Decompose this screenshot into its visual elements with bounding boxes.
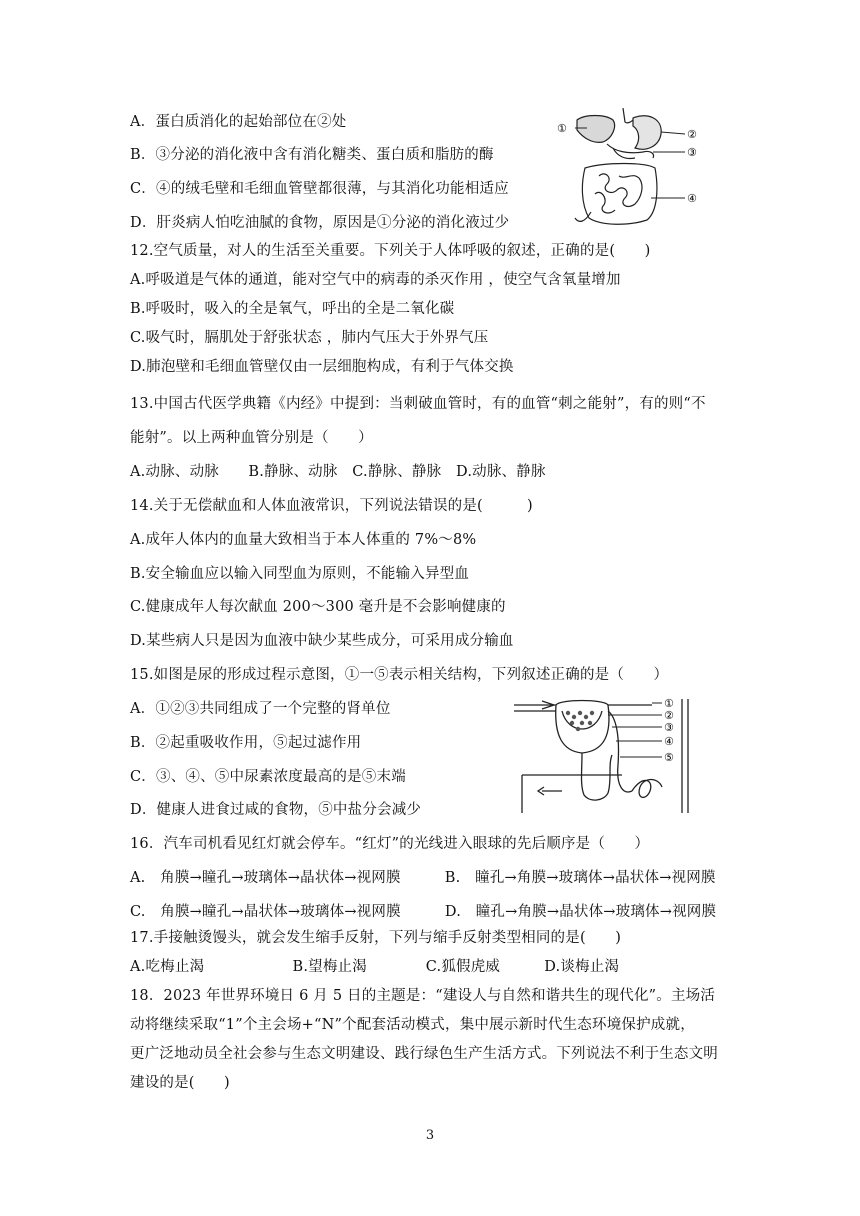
q17-stem: 17.手接触烫馒头，就会发生缩手反射，下列与缩手反射类型相同的是( ) (130, 930, 622, 946)
q12-option-d: D.肺泡壁和毛细血管壁仅由一层细胞构成，有利于气体交换 (130, 359, 514, 375)
q18-line1: 18．2023 年世界环境日 6 月 5 日的主题是：“建设人与自然和谐共生的现代化”。主场活 (130, 988, 716, 1004)
nephron-label-5: ⑤ (664, 751, 674, 764)
nephron-label-1: ① (664, 697, 674, 710)
q11-option-c: C．④的绒毛壁和毛细血管壁都很薄，与其消化功能相适应 (130, 181, 509, 197)
digestive-label-1: ① (557, 122, 567, 135)
q14-option-c: C.健康成年人每次献血 200～300 毫升是不会影响健康的 (130, 599, 506, 615)
q18-line4: 建设的是( ) (130, 1075, 230, 1091)
q14-option-a: A.成年人体内的血量大致相当于本人体重的 7%～8% (130, 532, 477, 548)
nephron-label-4: ④ (664, 735, 674, 748)
q17-options: A.吃梅止渴 B.望梅止渴 C.狐假虎威 D.谈梅止渴 (130, 959, 620, 975)
q13-stem-line2: 能射”。以上两种血管分别是（ ） (130, 430, 373, 446)
q12-option-c: C.吸气时，膈肌处于舒张状态 ，肺内气压大于外界气压 (130, 330, 489, 346)
nephron-figure (512, 695, 712, 815)
q13-options: A.动脉、动脉 B.静脉、动脉 C.静脉、静脉 D.动脉、静脉 (130, 464, 546, 480)
q15-stem: 15.如图是尿的形成过程示意图，①一⑤表示相关结构，下列叙述正确的是（ ） (130, 667, 669, 683)
q12-option-b: B.呼吸时，吸入的全是氧气，呼出的全是二氧化碳 (130, 301, 455, 317)
nephron-label-2: ② (664, 709, 674, 722)
q11-option-d: D．肝炎病人怕吃油腻的食物，原因是①分泌的消化液过少 (130, 215, 510, 231)
q16-options-row2: C. 角膜→瞳孔→晶状体→玻璃体→视网膜 D. 瞳孔→角膜→晶状体→玻璃体→视网膜 (130, 904, 717, 920)
page-number: 3 (425, 1128, 435, 1143)
q16-stem: 16．汽车司机看见红灯就会停车。“红灯”的光线进入眼球的先后顺序是（ ） (130, 836, 650, 852)
digestive-system-figure (555, 108, 705, 230)
q11-option-a: A．蛋白质消化的起始部位在②处 (130, 114, 347, 130)
q18-line3: 更广泛地动员全社会参与生态文明建设、践行绿色生产生活方式。下列说法不利于生态文明 (130, 1046, 718, 1062)
q12-option-a: A.呼吸道是气体的通道，能对空气中的病毒的杀灭作用 ，使空气含氧量增加 (130, 272, 621, 288)
q11-option-b: B．③分泌的消化液中含有消化糖类、蛋白质和脂肪的酶 (130, 147, 494, 163)
q15-option-d: D．健康人进食过咸的食物，⑤中盐分会减少 (130, 802, 422, 818)
q12-stem: 12.空气质量，对人的生活至关重要。下列关于人体呼吸的叙述，正确的是( ) (130, 243, 651, 259)
q14-option-d: D.某些病人只是因为血液中缺少某些成分，可采用成分输血 (130, 633, 514, 649)
digestive-label-3: ③ (687, 146, 697, 159)
q18-line2: 动将继续采取“1”个主会场+“N”个配套活动模式，集中展示新时代生态环境保护成就， (130, 1017, 695, 1033)
digestive-label-4: ④ (687, 192, 697, 205)
q15-option-b: B．②起重吸收作用，⑤起过滤作用 (130, 735, 362, 751)
q16-options-row1: A. 角膜→瞳孔→玻璃体→晶状体→视网膜 B. 瞳孔→角膜→玻璃体→晶状体→视网膜 (130, 870, 716, 886)
q15-option-a: A．①②③共同组成了一个完整的肾单位 (130, 701, 391, 717)
q13-stem-line1: 13.中国古代医学典籍《内经》中提到：当刺破血管时，有的血管“刺之能射”，有的则“不 (130, 396, 706, 412)
digestive-label-2: ② (687, 128, 697, 141)
q15-option-c: C．③、④、⑤中尿素浓度最高的是⑤末端 (130, 769, 406, 785)
q14-stem: 14.关于无偿献血和人体血液常识，下列说法错误的是( ) (130, 498, 533, 514)
nephron-label-3: ③ (664, 721, 674, 734)
q14-option-b: B.安全输血应以输入同型血为原则，不能输入异型血 (130, 566, 470, 582)
